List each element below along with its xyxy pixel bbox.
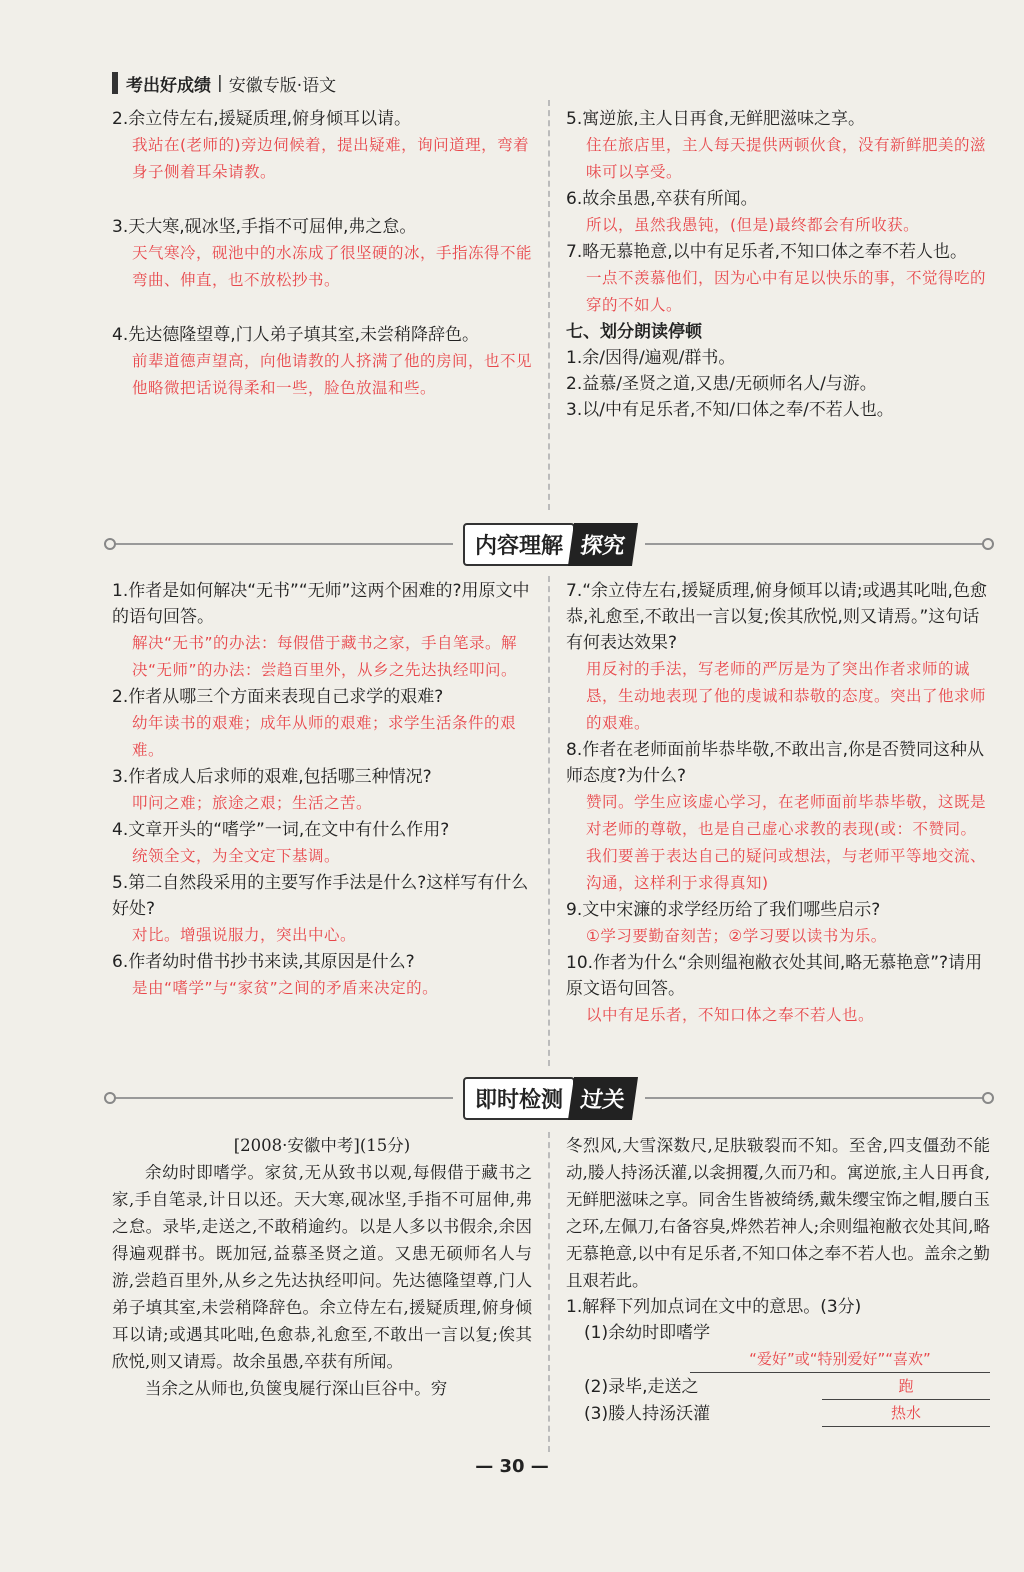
banner-dot-left [104, 538, 116, 550]
qa-item [566, 239, 990, 319]
answer: 赞同。学生应该虚心学习，在老师面前毕恭毕敬，这既是对老师的尊敬，也是自己虚心求教的表现(或：不赞同。我们要善于表达自己的疑问或想法，与老师平等地交流、沟通，这样利于求得真知) [586, 793, 987, 892]
question: 7.“余立侍左右,援疑质理,俯身倾耳以请;或遇其叱咄,色愈恭,礼愈至,不敢出一言以复;俟其欣悦,则又请焉。”这句话有何表达效果? [566, 581, 987, 653]
question: 2.作者从哪三个方面来表现自己求学的艰难? [112, 687, 444, 707]
question: 2.余立侍左右,援疑质理,俯身倾耳以请。 [112, 109, 412, 129]
answer: 幼年读书的艰难；成年从师的艰难；求学生活条件的艰难。 [132, 714, 517, 759]
question: 8.作者在老师面前毕恭毕敬,不敢出言,你是否赞同这种从师态度?为什么? [566, 740, 985, 786]
answer: 是由“嗜学”与“家贫”之间的矛盾来决定的。 [132, 979, 439, 997]
exercise-label: (2)录毕,走送之 [584, 1377, 699, 1397]
banner-dot-right [982, 1092, 994, 1104]
answer: 一点不羡慕他们，因为心中有足以快乐的事，不觉得吃的穿的不如人。 [586, 269, 987, 314]
qa-item [566, 186, 990, 239]
answer: 所以，虽然我愚钝，(但是)最终都会有所收获。 [586, 216, 920, 234]
banner-instant-test [108, 1078, 990, 1118]
banner-title-box [453, 1077, 645, 1120]
passage-right [566, 1132, 990, 1427]
column-divider-mid [548, 576, 550, 1066]
pause-item: 3.以/中有足乐者,不知/口体之奉/不若人也。 [566, 400, 894, 420]
top-right-column [566, 106, 990, 423]
qa-item [112, 684, 532, 764]
fill-answer: “爱好”或“特别爱好”“喜欢” [690, 1346, 990, 1373]
header-edition: 安徽专版·语文 [228, 75, 337, 96]
passage-left [112, 1132, 532, 1402]
banner-dot-left [104, 1092, 116, 1104]
qa-item [112, 322, 532, 402]
question: 4.先达德隆望尊,门人弟子填其室,未尝稍降辞色。 [112, 325, 480, 345]
answer: 解决“无书”的办法：每假借于藏书之家，手自笔录。解决“无师”的办法：尝趋百里外，从乡之先达执经叩问。 [132, 634, 518, 679]
question: 7.略无慕艳意,以中有足乐者,不知口体之奉不若人也。 [566, 242, 968, 262]
banner-title-box [453, 523, 645, 566]
answer: 对比。增强说服力，突出中心。 [132, 926, 357, 944]
question: 5.寓逆旅,主人日再食,无鲜肥滋味之享。 [566, 109, 866, 129]
header-separator: | [217, 73, 223, 93]
pause-item: 2.益慕/圣贤之道,又患/无硕师名人/与游。 [566, 374, 877, 394]
banner-dot-right [982, 538, 994, 550]
question: 3.作者成人后求师的艰难,包括哪三种情况? [112, 767, 432, 787]
qa-item [112, 817, 532, 870]
exercise-item [566, 1400, 990, 1427]
banner-content-understanding [108, 524, 990, 564]
exercise-label: (3)媵人持汤沃灌 [584, 1404, 711, 1424]
page-header [112, 70, 336, 96]
qa-item [566, 897, 990, 950]
answer: ①学习要勤奋刻苦；②学习要以读书为乐。 [586, 927, 887, 945]
banner-tag: 过关 [568, 1077, 638, 1120]
answer: 住在旅店里，主人每天提供两顿伙食，没有新鲜肥美的滋味可以享受。 [586, 136, 987, 181]
banner-title: 内容理解 [463, 523, 575, 566]
column-divider-top [548, 100, 550, 510]
passage-paragraph: 余幼时即嗜学。家贫,无从致书以观,每假借于藏书之家,手自笔录,计日以还。天大寒,砚冰坚,手指不可屈伸,弗之怠。录毕,走送之,不敢稍逾约。以是人多以书假余,余因得遍观群书。既加冠,益慕圣贤之道。又患无硕师名人与游,尝趋百里外,从乡之先达执经叩问。先达德隆望尊,门人弟子填其室,未尝稍降辞色。余立侍左右,援疑质理,俯身倾耳以请;或遇其叱咄,色愈恭,礼愈至,不敢出一言以复;俟其欣悦,则又请焉。故余虽愚,卒获有所闻。 [112, 1163, 532, 1371]
mid-left-column [112, 578, 532, 1002]
answer-blank [584, 1346, 990, 1373]
question: 6.故余虽愚,卒获有所闻。 [566, 189, 758, 209]
banner-title: 即时检测 [463, 1077, 575, 1120]
answer: 以中有足乐者，不知口体之奉不若人也。 [586, 1006, 875, 1024]
qa-item [566, 578, 990, 737]
answer: 用反衬的手法，写老师的严厉是为了突出作者求师的诚恳，生动地表现了他的虔诚和恭敬的态度。突出了他求师的艰难。 [586, 660, 987, 732]
passage-source: [2008·安徽中考](15分) [233, 1136, 411, 1155]
fill-answer: 跑 [822, 1373, 990, 1400]
answer: 我站在(老师的)旁边伺候着，提出疑难，询问道理，弯着身子侧着耳朵请教。 [132, 136, 530, 181]
exercise-label: (1)余幼时即嗜学 [584, 1323, 711, 1343]
qa-item [112, 214, 532, 294]
qa-item [566, 950, 990, 1029]
qa-item [566, 106, 990, 186]
section7-title: 七、划分朗读停顿 [566, 322, 702, 342]
qa-item [566, 737, 990, 897]
banner-tag: 探究 [568, 523, 638, 566]
qa-item [112, 578, 532, 684]
pause-item: 1.余/因得/遍观/群书。 [566, 348, 736, 368]
question: 6.作者幼时借书抄书来读,其原因是什么? [112, 952, 415, 972]
qa-item [112, 870, 532, 949]
exercise-title: 1.解释下列加点词在文中的意思。(3分) [566, 1297, 862, 1317]
question: 10.作者为什么“余则缊袍敝衣处其间,略无慕艳意”?请用原文语句回答。 [566, 953, 983, 999]
answer: 前辈道德声望高，向他请教的人挤满了他的房间，也不见他略微把话说得柔和一些，脸色放温和些。 [132, 352, 533, 397]
fill-answer: 热水 [822, 1400, 990, 1427]
page-number: — 30 — [475, 1456, 549, 1477]
qa-item [112, 764, 532, 817]
answer: 天气寒冷，砚池中的水冻成了很坚硬的冰，手指冻得不能弯曲、伸直，也不放松抄书。 [132, 244, 533, 289]
qa-item [112, 949, 532, 1002]
qa-item [112, 106, 532, 186]
question: 4.文章开头的“嗜学”一词,在文中有什么作用? [112, 820, 450, 840]
column-divider-bottom [548, 1132, 550, 1452]
answer: 统领全文，为全文定下基调。 [132, 847, 341, 865]
exercise-item [566, 1320, 990, 1373]
question: 1.作者是如何解决“无书”“无师”这两个困难的?用原文中的语句回答。 [112, 581, 530, 627]
question: 3.天大寒,砚冰坚,手指不可屈伸,弗之怠。 [112, 217, 417, 237]
passage-continued: 冬烈风,大雪深数尺,足肤皲裂而不知。至舍,四支僵劲不能动,媵人持汤沃灌,以衾拥覆,久而乃和。寓逆旅,主人日再食,无鲜肥滋味之享。同舍生皆被绮绣,戴朱缨宝饰之帽,腰白玉之环,左佩刀,右备容臭,烨然若神人;余则缊袍敝衣处其间,略无慕艳意,以中有足乐者,不知口体之奉不若人也。盖余之勤且艰若此。 [566, 1136, 990, 1290]
exercise-item [566, 1373, 990, 1400]
answer: 叩问之难；旅途之艰；生活之苦。 [132, 794, 373, 812]
header-bar [112, 72, 118, 94]
top-left-column [112, 106, 532, 402]
question: 9.文中宋濂的求学经历给了我们哪些启示? [566, 900, 881, 920]
mid-right-column [566, 578, 990, 1029]
section7 [566, 319, 990, 423]
passage-paragraph: 当余之从师也,负箧曳屣行深山巨谷中。穷 [145, 1379, 448, 1398]
header-brand: 考出好成绩 [126, 75, 211, 96]
question: 5.第二自然段采用的主要写作手法是什么?这样写有什么好处? [112, 873, 529, 919]
